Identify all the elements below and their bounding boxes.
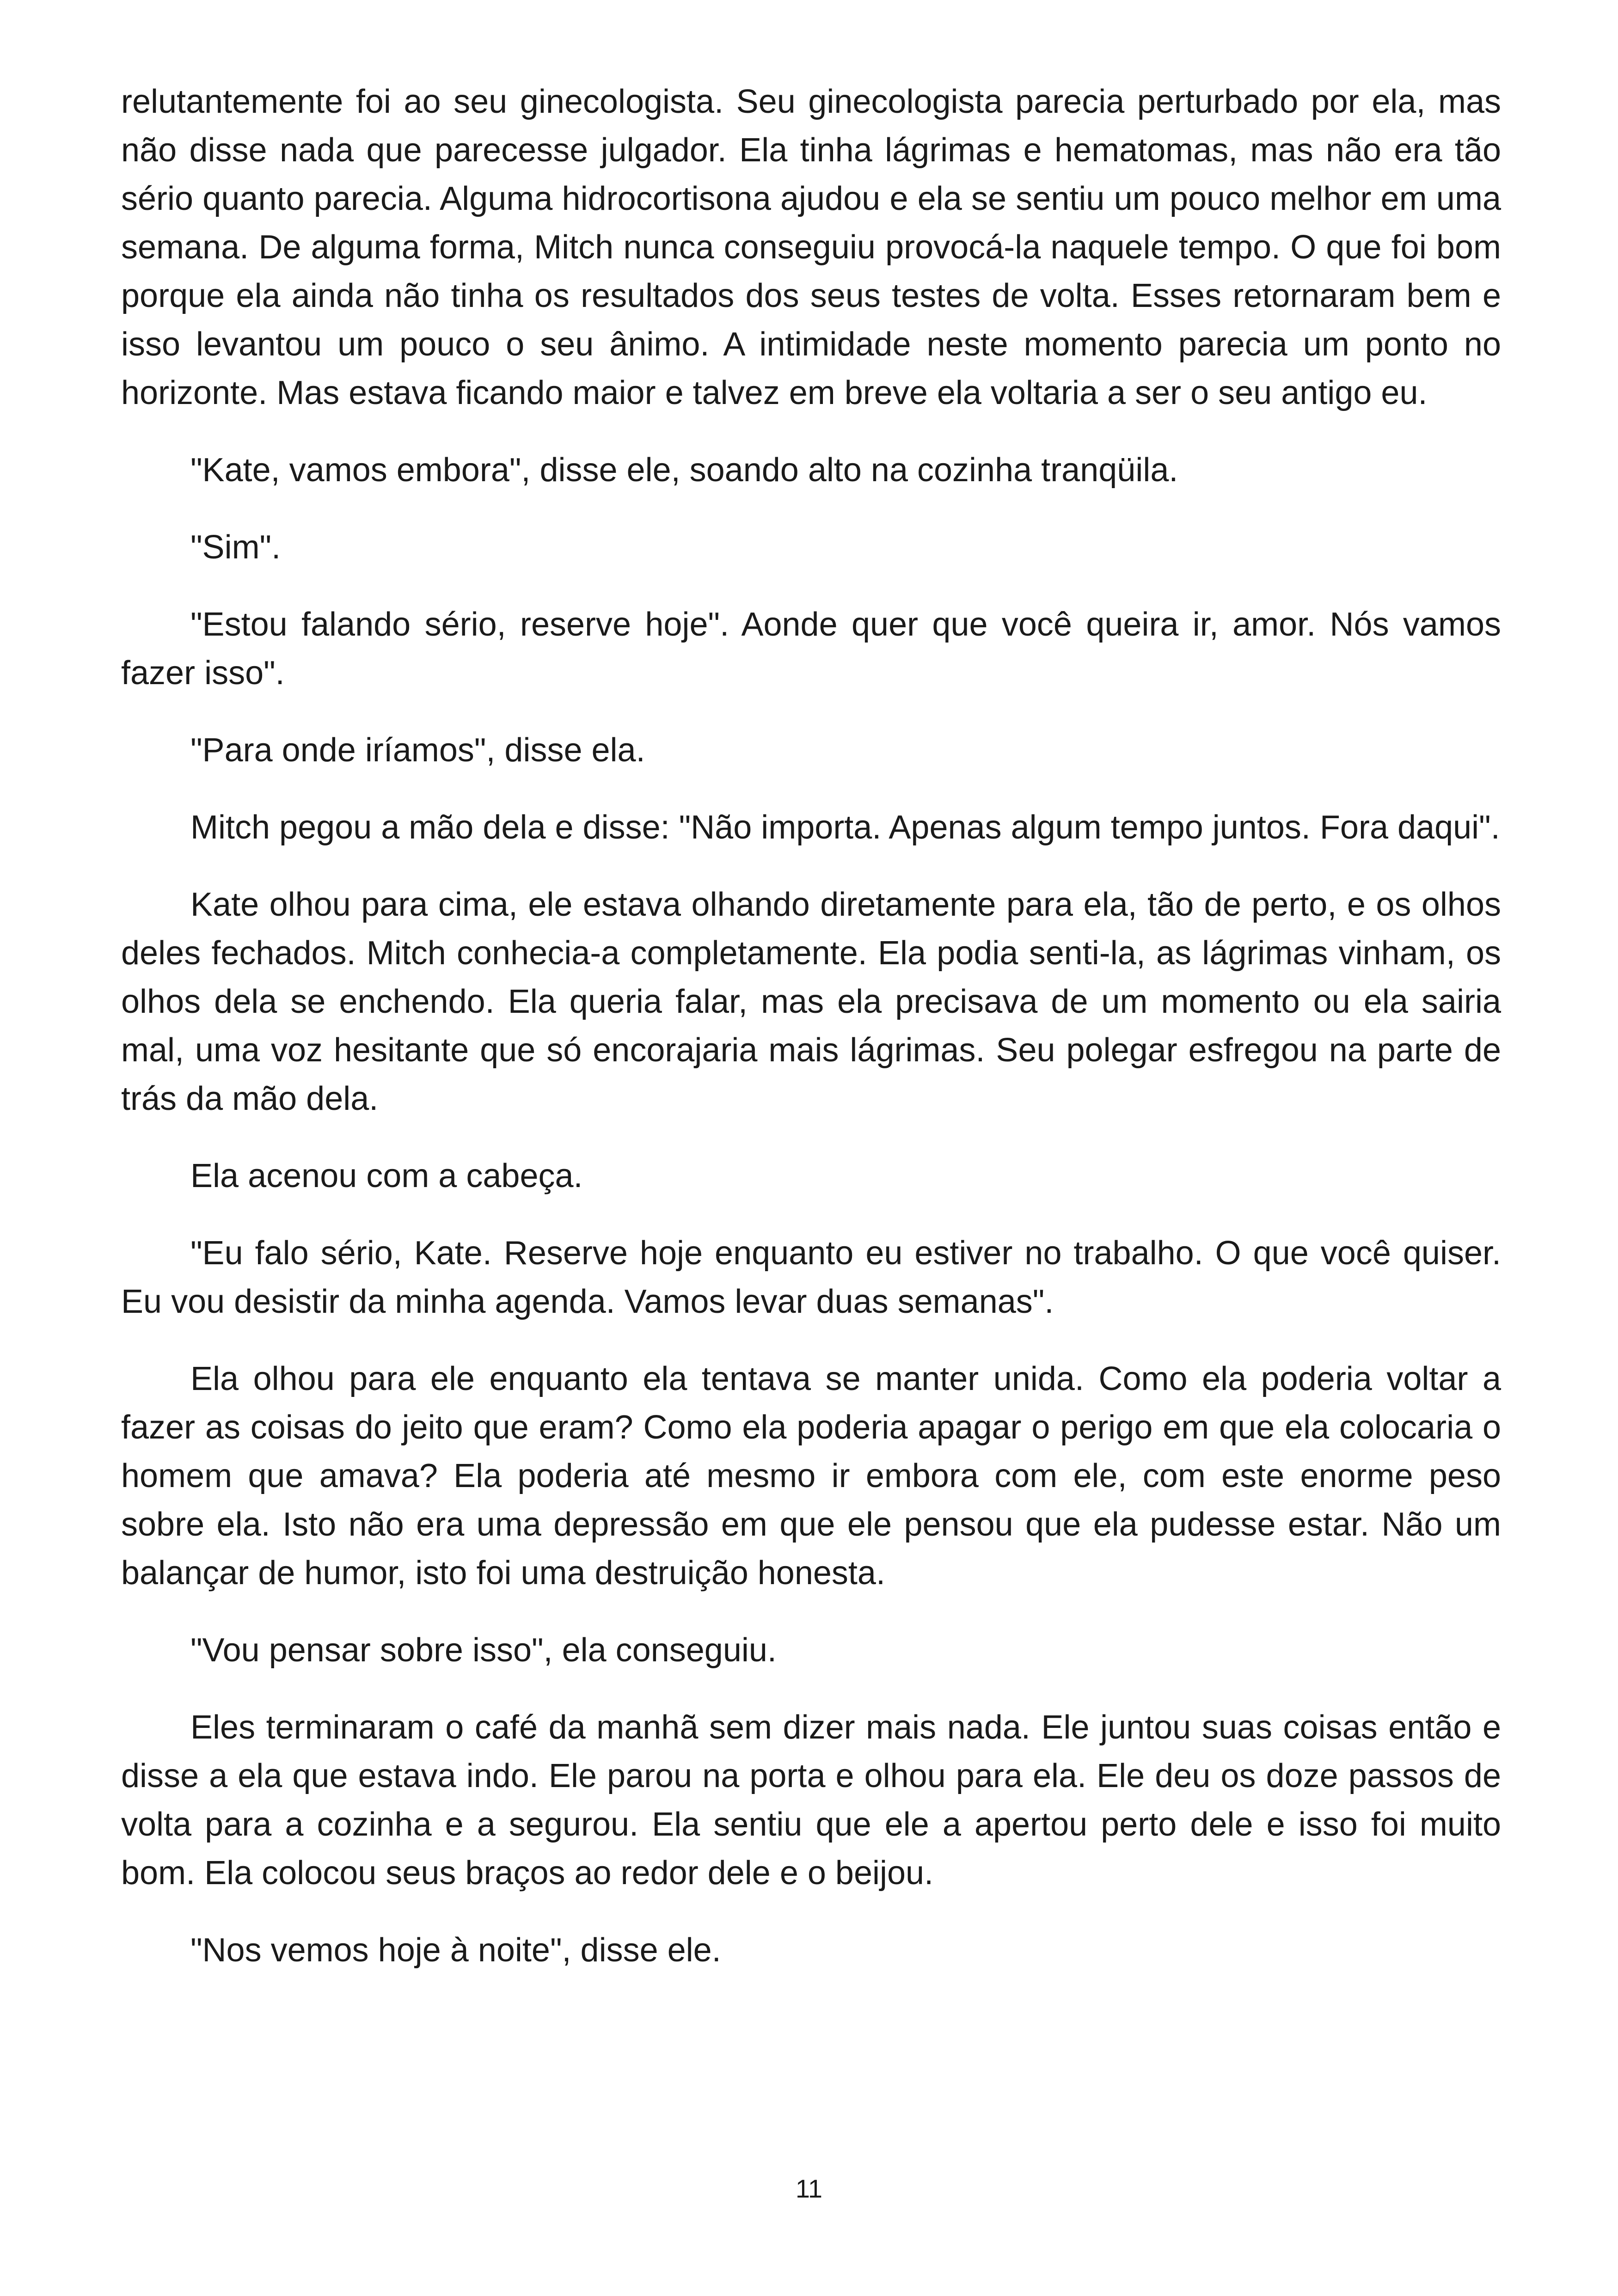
paragraph: Ela olhou para ele enquanto ela tentava se manter unida. Como ela poderia voltar a fazer as coisas do jeito que eram? Como ela poderia apagar o perigo em que ela colocaria o homem que amava? Ela poderia até mesmo ir embora com ele, com este enorme peso sobre ela. Isto não era uma depressão em que ele pensou que ela pudesse estar. Não um balançar de humor, isto foi uma destruição honesta. (121, 1360, 1501, 1592)
paragraph: Kate olhou para cima, ele estava olhando diretamente para ela, tão de perto, e os olhos deles fechados. Mitch conhecia-a completamente. Ela podia senti-la, as lágrimas vinham, os olhos dela se enchendo. Ela queria falar, mas ela precisava de um momento ou ela sairia mal, uma voz hesitante que só encorajaria mais lágrimas. Seu polegar esfregou na parte de trás da mão dela. (121, 886, 1501, 1117)
paragraph: "Nos vemos hoje à noite", disse ele. (190, 1932, 721, 1969)
paragraph: "Eu falo sério, Kate. Reserve hoje enquanto eu estiver no trabalho. O que você quiser. Eu vou desistir da minha agenda. Vamos levar duas semanas". (121, 1235, 1501, 1320)
paragraph: "Vou pensar sobre isso", ela conseguiu. (190, 1632, 777, 1669)
paragraph: Ela acenou com a cabeça. (190, 1157, 583, 1194)
body-text (121, 78, 1501, 2003)
paragraph: Eles terminaram o café da manhã sem dizer mais nada. Ele juntou suas coisas então e disse a ela que estava indo. Ele parou na porta e olhou para ela. Ele deu os doze passos de volta para a cozinha e a segurou. Ela sentiu que ele a apertou perto dele e isso foi muito bom. Ela colocou seus braços ao redor dele e o beijou. (121, 1709, 1501, 1892)
paragraph: Mitch pegou a mão dela e disse: "Não importa. Apenas algum tempo juntos. Fora daqui". (190, 809, 1500, 846)
paragraph: "Sim". (190, 529, 281, 566)
page-number: 11 (795, 2174, 823, 2203)
paragraph: "Kate, vamos embora", disse ele, soando alto na cozinha tranqüila. (190, 452, 1178, 489)
paragraph: "Para onde iríamos", disse ela. (190, 732, 645, 769)
paragraph: relutantemente foi ao seu ginecologista. Seu ginecologista parecia perturbado por ela, mas não disse nada que parecesse julgador. Ela tinha lágrimas e hematomas, mas não era tão sério quanto parecia. Alguma hidrocortisona ajudou e ela se sentiu um pouco melhor em uma semana. De alguma forma, Mitch nunca conseguiu provocá-la naquele tempo. O que foi bom porque ela ainda não tinha os resultados dos seus testes de volta. Esses retornaram bem e isso levantou um pouco o seu ânimo. A intimidade neste momento parecia um ponto no horizonte. Mas estava ficando maior e talvez em breve ela voltaria a ser o seu antigo eu. (121, 83, 1501, 411)
paragraph: "Estou falando sério, reserve hoje". Aonde quer que você queira ir, amor. Nós vamos fazer isso". (121, 606, 1501, 692)
